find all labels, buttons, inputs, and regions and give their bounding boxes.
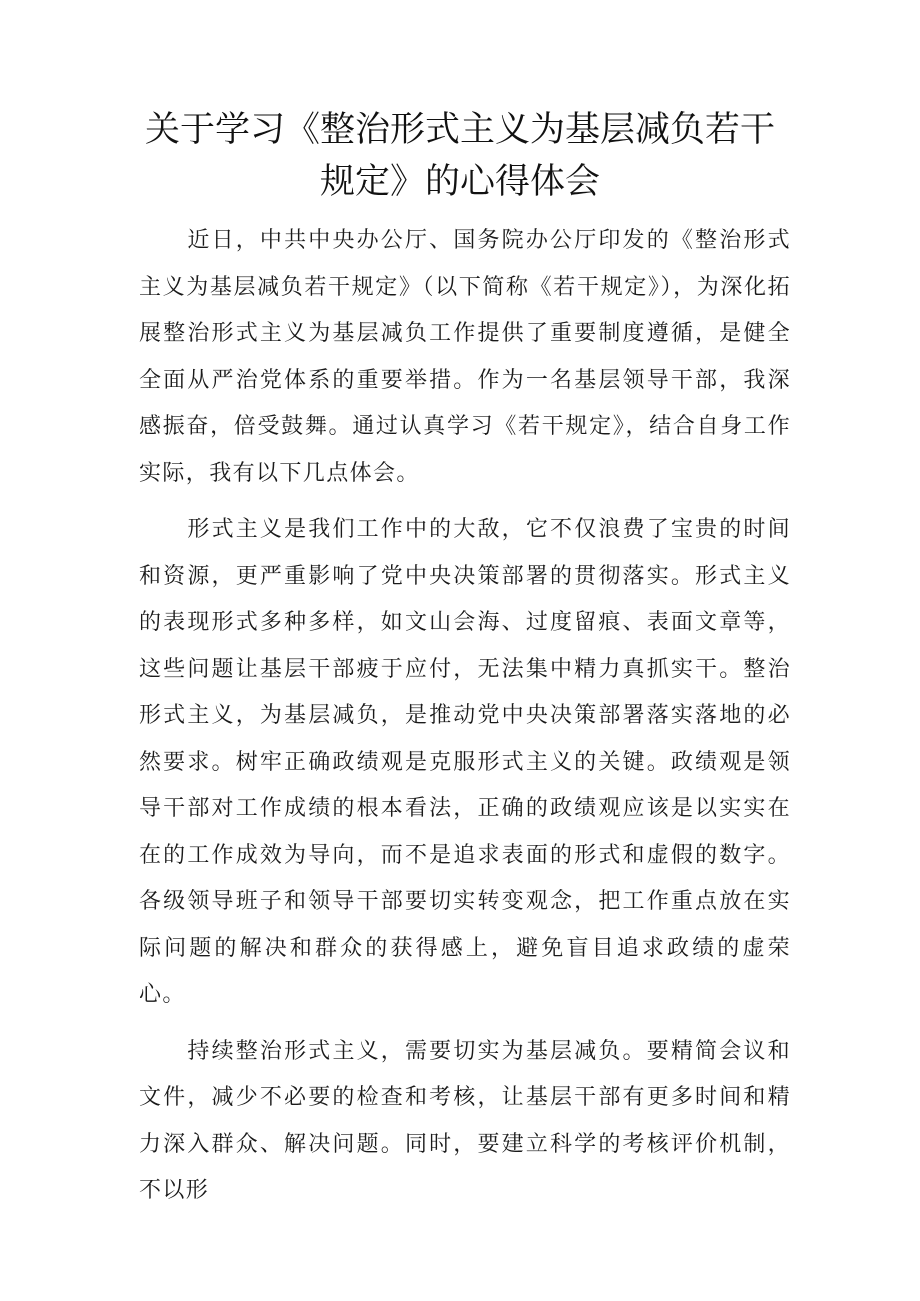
title-line-1: 关于学习《整治形式主义为基层减负若干 [144,110,775,150]
paragraph-2: 形式主义是我们工作中的大敌，它不仅浪费了宝贵的时间和资源，更严重影响了党中央决策部署的贯彻落实。形式主义的表现形式多种多样，如文山会海、过度留痕、表面文章等，这些问题让基层干部疲于应付，无法集中精力真抓实干。整治形式主义，为基层减负，是推动党中央决策部署落实落地的必然要求。树牢正确政绩观是克服形式主义的关键。政绩观是领导干部对工作成绩的根本看法，正确的政绩观应该是以实实在在的工作成效为导向，而不是追求表面的形式和虚假的数字。各级领导班子和领导干部要切实转变观念，把工作重点放在实际问题的解决和群众的获得感上，避免盲目追求政绩的虚荣心。 [139,517,791,1007]
title-line-2: 规定》的心得体会 [319,162,600,202]
paragraph-3: 持续整治形式主义，需要切实为基层减负。要精简会议和文件，减少不必要的检查和考核，让基层干部有更多时间和精力深入群众、解决问题。同时，要建立科学的考核评价机制，不以形 [139,1038,791,1203]
paragraph-1: 近日，中共中央办公厅、国务院办公厅印发的《整治形式主义为基层减负若干规定》（以下简称《若干规定》），为深化拓展整治形式主义为基层减负工作提供了重要制度遵循，是健全全面从严治党体系的重要举措。作为一名基层领导干部，我深感振奋，倍受鼓舞。通过认真学习《若干规定》，结合自身工作实际，我有以下几点体会。 [139,228,791,486]
document-body [139,218,791,1225]
document-title [120,104,800,208]
